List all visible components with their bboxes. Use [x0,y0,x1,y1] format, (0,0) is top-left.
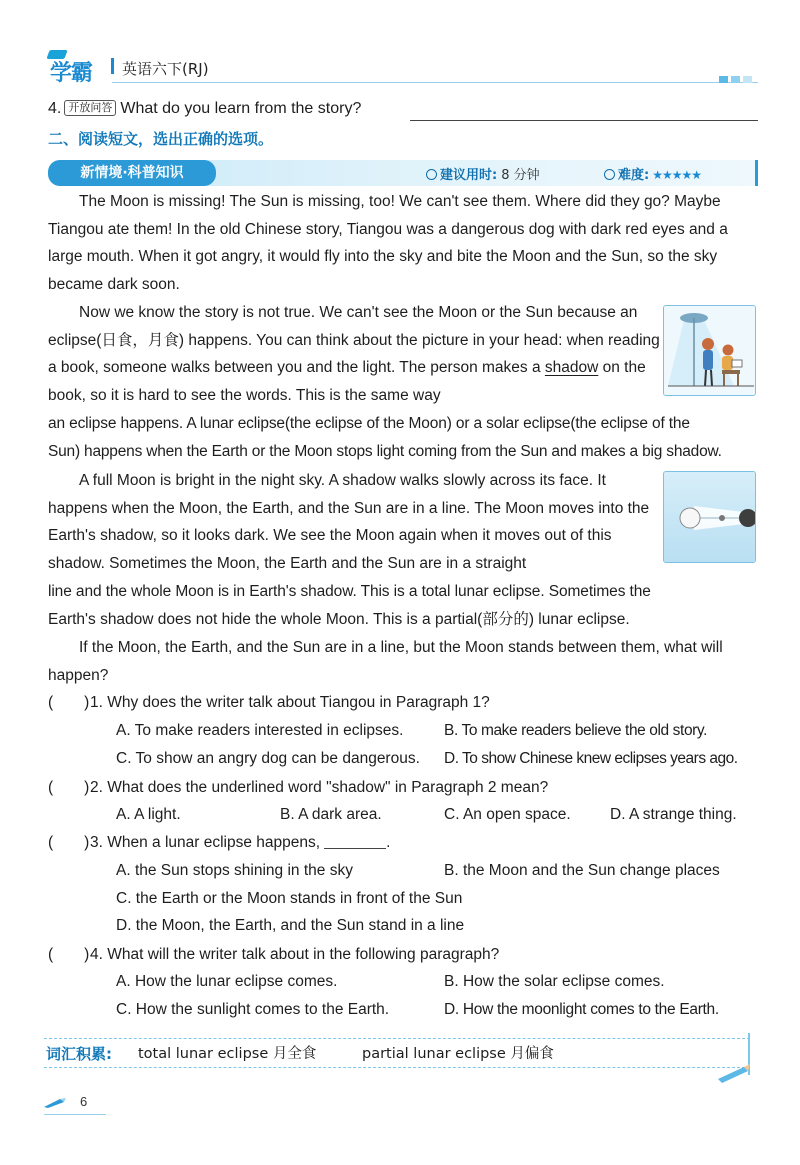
page-header [44,46,758,88]
answer-paren[interactable]: ( ) [48,946,90,963]
pen-icon [44,1098,66,1108]
header-rule [112,82,758,83]
question-text-wrap [90,833,390,853]
paragraph-2-line: Sun) happens when the Earth or the Moon stops light coming from the Sun and makes a big shadow. [48,443,722,460]
page-number: 6 [80,1094,88,1109]
difficulty [604,164,701,183]
question-text: 3. When a lunar eclipse happens, [90,834,321,851]
option-a[interactable]: A. the Sun stops shining in the sky [116,862,353,879]
scenario-tag: 新情境·科普知识 [48,160,216,186]
answer-blank-line[interactable] [410,120,758,121]
fill-blank[interactable] [324,848,386,849]
vocab-item: total lunar eclipse 月全食 [138,1046,317,1062]
paragraph-4: If the Moon, the Earth, and the Sun are in a line, but the Moon stands between them, what will happen? [48,639,723,684]
answer-paren[interactable]: ( ) [48,779,90,796]
logo-text: 学霸 [50,61,93,86]
option-b[interactable]: B. How the solar eclipse comes. [444,973,665,990]
difficulty-label: 难度: [618,168,650,183]
footer-rule [44,1114,106,1115]
option-b[interactable]: B. To make readers believe the old story. [444,722,708,739]
option-c[interactable]: C. An open space. [444,806,571,823]
option-b[interactable]: B. the Moon and the Sun change places [444,862,720,879]
difficulty-stars: ★★★★★ [652,168,701,182]
vocab-label: 词汇积累: [46,1045,112,1063]
logo [44,50,106,86]
option-d[interactable]: D. To show Chinese knew eclipses years ago. [444,750,738,767]
time-value: 8 分钟 [501,168,540,183]
paragraph-2-side [48,299,660,409]
paragraph-1: The Moon is missing! The Sun is missing, too! We can't see them. Where did they go? Maybe Tiangou ate them! In the old Chinese story, Tiangou was a dangerous dog with dark red eyes and a large mouth. When it got angry, it would fly into the sky and bite the Moon and the Sun, so the sky became dark soon. [48,193,728,293]
option-a[interactable]: A. To make readers interested in eclipses. [116,722,404,739]
info-banner [48,160,758,186]
question-text-end: . [386,834,391,851]
option-b[interactable]: B. A dark area. [280,806,382,823]
question-number: 4. [48,100,62,117]
question-text: What do you learn from the story? [120,100,362,117]
open-answer-tag: 开放问答 [64,100,116,116]
question-text: 1. Why does the writer talk about Tiangou in Paragraph 1? [90,694,490,711]
answer-paren[interactable]: ( ) [48,694,90,711]
paragraph-3-line: Earth's shadow does not hide the whole Moon. This is a partial(部分的) lunar eclipse. [48,611,630,628]
option-c[interactable]: C. How the sunlight comes to the Earth. [116,1001,390,1018]
option-d[interactable]: D. A strange thing. [610,806,737,823]
vocab-item: partial lunar eclipse 月偏食 [362,1046,554,1062]
option-a[interactable]: A. How the lunar eclipse comes. [116,973,338,990]
reading-shadow-illustration [663,305,756,396]
banner-end-bar [755,160,758,186]
question-text: 4. What will the writer talk about in the following paragraph? [90,946,500,963]
time-label: 建议用时: [440,168,498,183]
check-circle-icon [604,169,615,180]
paragraph-3-line: line and the whole Moon is in Earth's shadow. This is a total lunar eclipse. Sometimes the [48,583,651,600]
suggested-time [426,164,540,183]
option-d[interactable]: D. the Moon, the Earth, and the Sun stand in a line [116,917,465,934]
option-a[interactable]: A. A light. [116,806,181,823]
paragraph-2-line: an eclipse happens. A lunar eclipse(the eclipse of the Moon) or a solar eclipse(the eclipse of the [48,415,690,432]
paragraph-2-text: Now we know the story is not true. We can't see the Moon or the Sun because an eclipse(日食，月食) happens. You can think about the picture in your head: when reading a book, someone walks between you and the light. The person makes a [48,304,660,377]
header-decoration [716,70,752,88]
book-title: 英语六下(RJ) [122,60,209,78]
option-c[interactable]: C. To show an angry dog can be dangerous. [116,750,420,767]
question-text: 2. What does the underlined word "shadow" in Paragraph 2 mean? [90,779,549,796]
clock-icon [426,169,437,180]
paragraph-2-text-end: on the book, so it is hard to see the words. This is the same way [48,359,646,404]
vocabulary-box [44,1038,750,1068]
lunar-eclipse-illustration [663,471,756,563]
section-title: 二、阅读短文，选出正确的选项。 [48,130,274,148]
open-question-4 [48,100,758,118]
paragraph-3-side: A full Moon is bright in the night sky. A shadow walks slowly across its face. It happens when the Moon, the Earth, and the Sun are in a line. The Moon moves into the Earth's shadow, so it looks dark. We see the Moon again when it moves out of this shadow. Sometimes the Moon, the Earth and the Sun are in a straight [48,472,650,572]
answer-paren[interactable]: ( ) [48,834,90,851]
underlined-word-shadow: shadow [544,359,599,377]
pencil-icon [714,1061,754,1083]
option-d[interactable]: D. How the moonlight comes to the Earth. [444,1001,719,1018]
option-c[interactable]: C. the Earth or the Moon stands in front of the Sun [116,890,463,907]
header-separator [111,58,114,74]
